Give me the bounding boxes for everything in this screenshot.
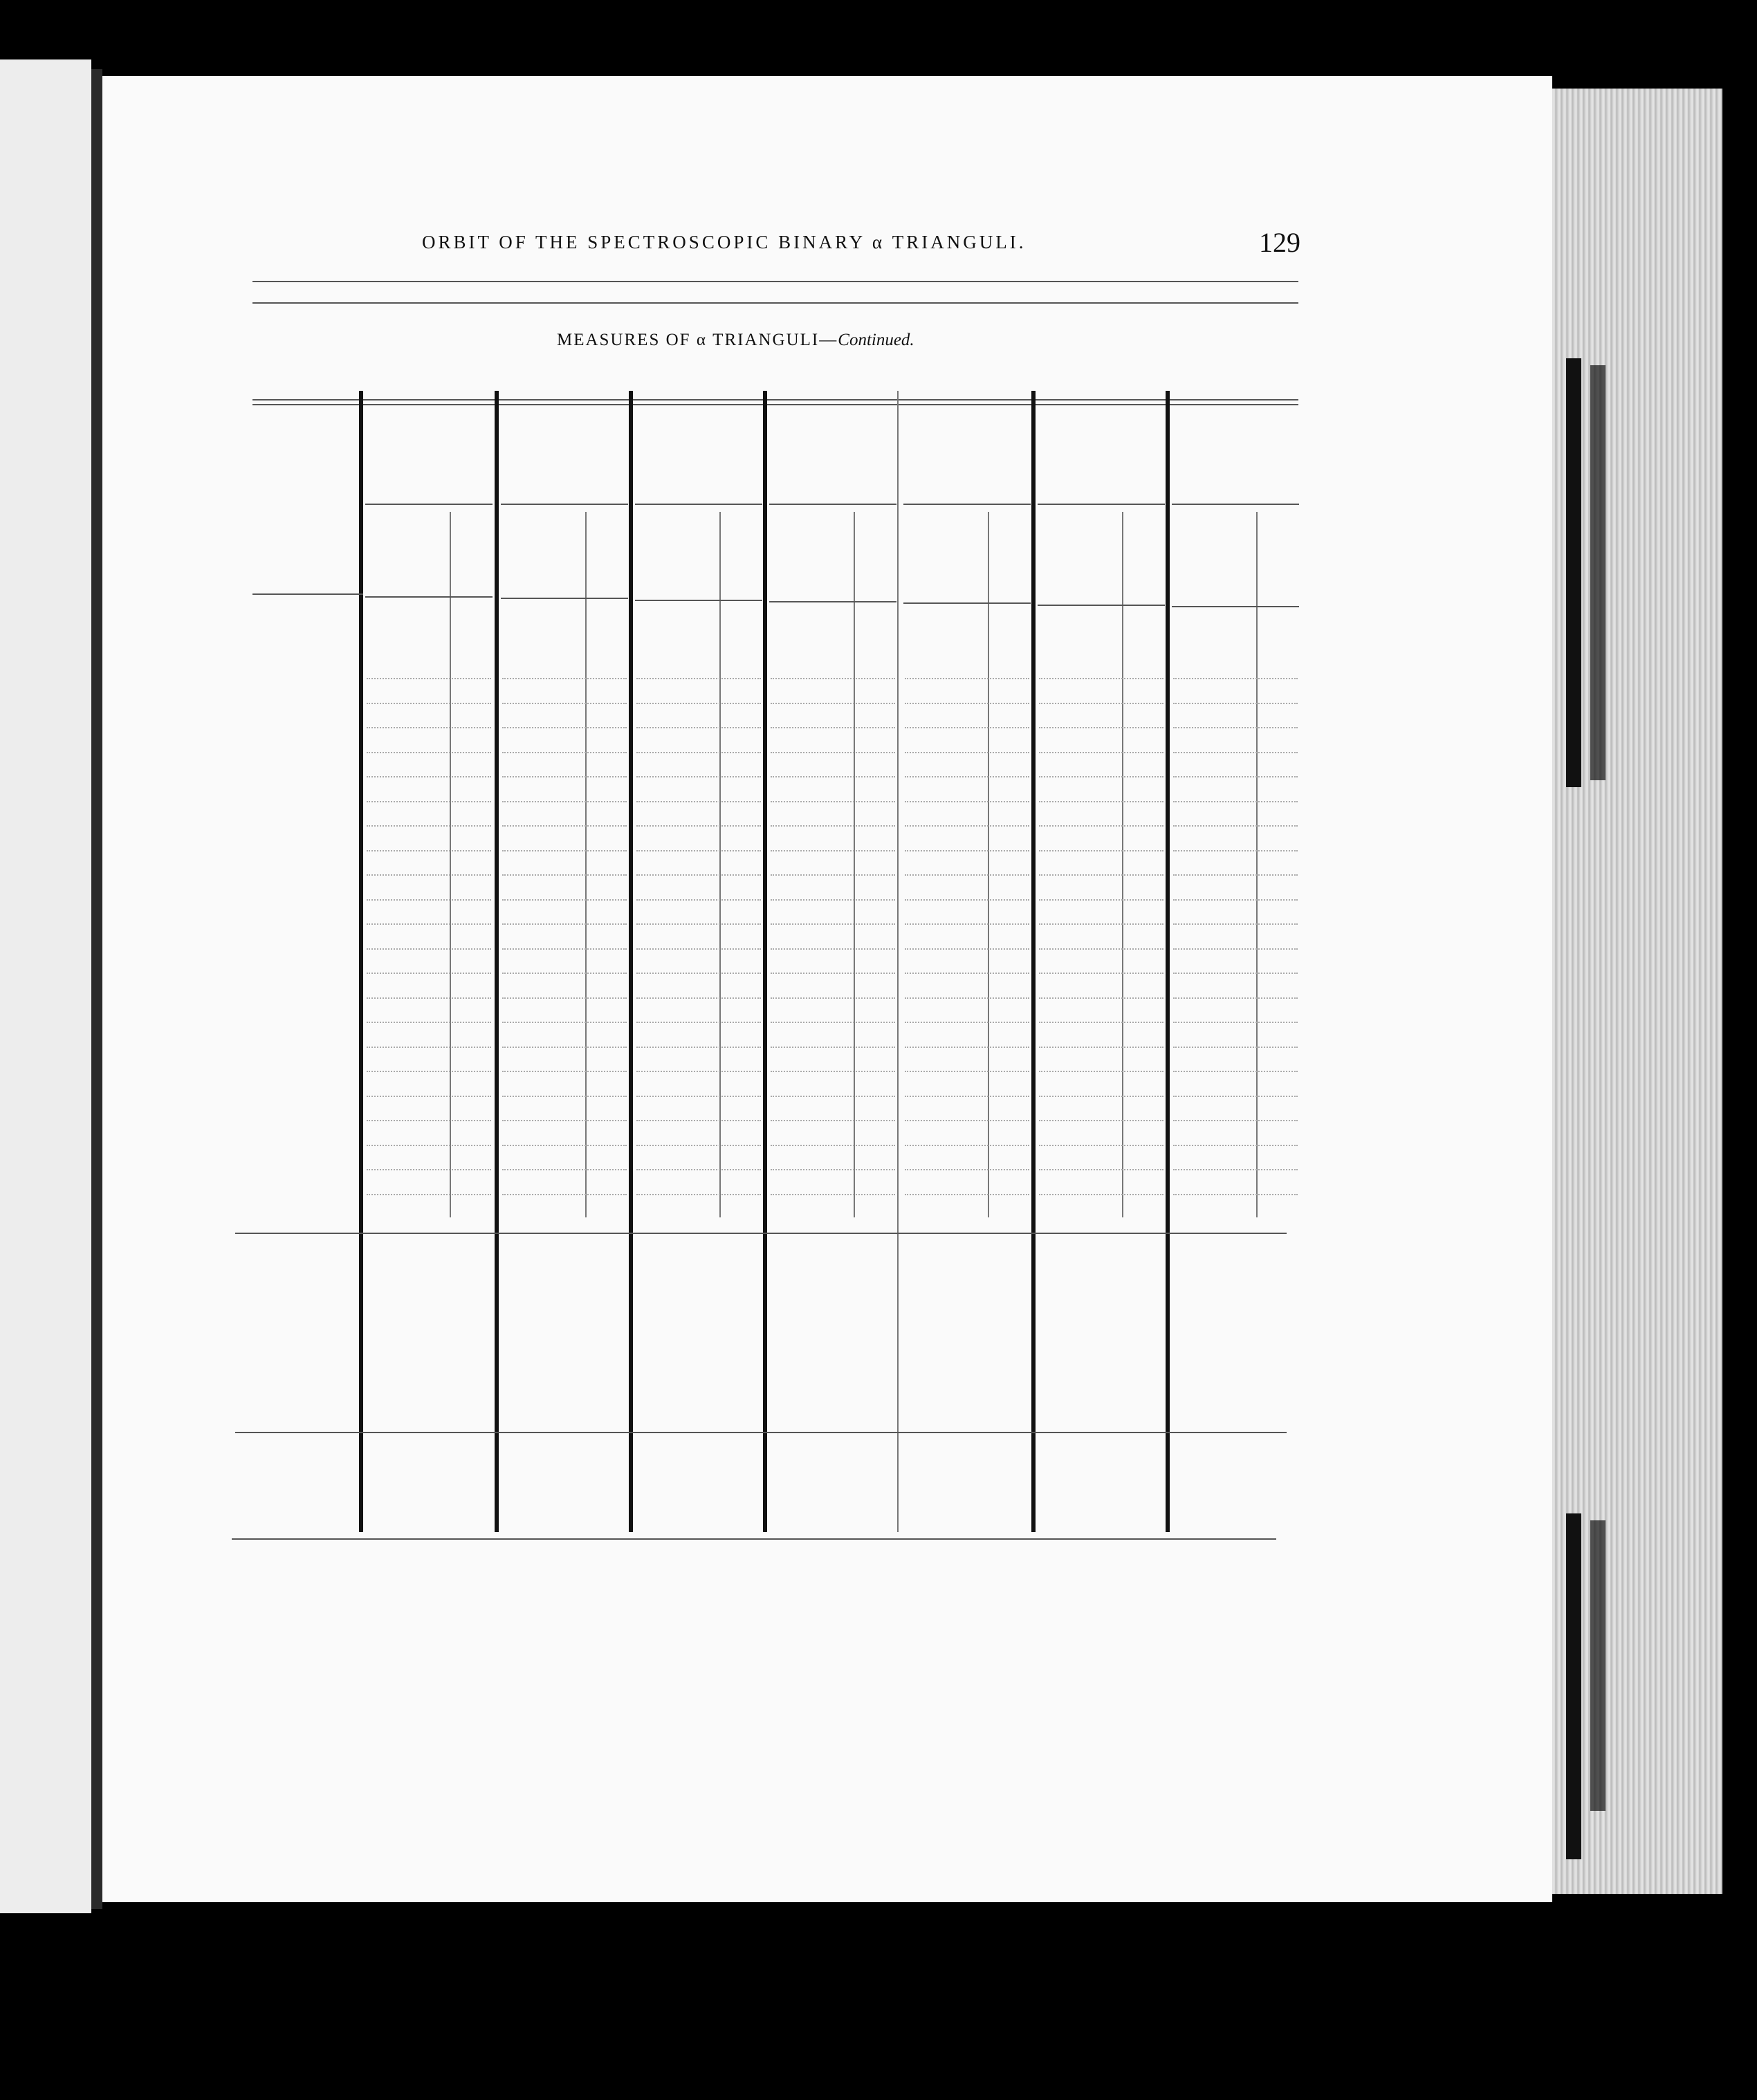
row-leader bbox=[771, 997, 895, 999]
row-leader bbox=[771, 752, 895, 753]
table-bottom-rule bbox=[232, 1538, 1276, 1540]
row-leader bbox=[636, 727, 761, 728]
row-leader bbox=[1173, 948, 1298, 950]
edge-stamp bbox=[1566, 358, 1581, 787]
row-leader bbox=[367, 923, 491, 925]
row-leader bbox=[1173, 1022, 1298, 1023]
row-leader bbox=[636, 1022, 761, 1023]
row-leader bbox=[636, 973, 761, 974]
row-leader bbox=[367, 973, 491, 974]
column-divider bbox=[1031, 391, 1036, 1532]
header-bottom-rule bbox=[769, 601, 896, 602]
row-leader bbox=[905, 727, 1029, 728]
row-leader bbox=[1039, 1169, 1163, 1170]
row-leader bbox=[1039, 948, 1163, 950]
row-leader bbox=[502, 948, 627, 950]
row-leader bbox=[905, 948, 1029, 950]
row-leader bbox=[905, 1022, 1029, 1023]
row-leader bbox=[1039, 1145, 1163, 1146]
row-leader bbox=[771, 703, 895, 704]
row-leader bbox=[367, 825, 491, 827]
row-leader bbox=[502, 1022, 627, 1023]
row-leader bbox=[905, 752, 1029, 753]
row-leader bbox=[367, 874, 491, 876]
row-leader bbox=[367, 948, 491, 950]
row-leader bbox=[1173, 973, 1298, 974]
row-leader bbox=[771, 850, 895, 851]
row-leader bbox=[771, 1022, 895, 1023]
row-leader bbox=[1039, 1120, 1163, 1121]
row-leader bbox=[636, 1169, 761, 1170]
row-leader bbox=[905, 997, 1029, 999]
row-leader bbox=[367, 1096, 491, 1097]
row-leader bbox=[1039, 997, 1163, 999]
row-leader bbox=[636, 703, 761, 704]
page-number: 129 bbox=[1259, 227, 1300, 258]
row-leader bbox=[367, 1194, 491, 1195]
book-page bbox=[102, 76, 1552, 1902]
row-leader bbox=[905, 825, 1029, 827]
row-leader bbox=[367, 1145, 491, 1146]
row-leader bbox=[502, 1096, 627, 1097]
running-title: ORBIT OF THE SPECTROSCOPIC BINARY α TRIANGULI. bbox=[422, 232, 1027, 252]
row-leader bbox=[771, 1169, 895, 1170]
row-leader bbox=[905, 1169, 1029, 1170]
row-leader bbox=[1039, 801, 1163, 802]
row-leader bbox=[905, 1047, 1029, 1048]
row-leader bbox=[1039, 727, 1163, 728]
row-leader bbox=[636, 874, 761, 876]
table-top-rule bbox=[252, 404, 1298, 405]
vel-wt-divider bbox=[988, 512, 989, 1217]
row-leader bbox=[771, 678, 895, 679]
row-leader bbox=[1039, 899, 1163, 901]
row-leader bbox=[1039, 1047, 1163, 1048]
row-leader bbox=[502, 727, 627, 728]
row-leader bbox=[636, 1145, 761, 1146]
column-divider bbox=[897, 391, 899, 1532]
row-leader bbox=[367, 727, 491, 728]
row-leader bbox=[502, 801, 627, 802]
row-leader bbox=[502, 874, 627, 876]
row-leader bbox=[1039, 703, 1163, 704]
row-leader bbox=[636, 923, 761, 925]
row-leader bbox=[771, 973, 895, 974]
row-leader bbox=[1039, 1096, 1163, 1097]
left-page-edge bbox=[0, 59, 91, 1913]
row-leader bbox=[636, 850, 761, 851]
row-leader bbox=[771, 1047, 895, 1048]
row-leader bbox=[502, 850, 627, 851]
row-leader bbox=[771, 825, 895, 827]
row-leader bbox=[502, 1194, 627, 1195]
row-leader bbox=[636, 1047, 761, 1048]
row-leader bbox=[1173, 1145, 1298, 1146]
row-leader bbox=[636, 1120, 761, 1121]
row-leader bbox=[502, 1071, 627, 1072]
row-leader bbox=[502, 1120, 627, 1121]
row-leader bbox=[1173, 1071, 1298, 1072]
row-leader bbox=[771, 874, 895, 876]
row-leader bbox=[905, 1071, 1029, 1072]
row-leader bbox=[905, 874, 1029, 876]
vel-wt-divider bbox=[1122, 512, 1123, 1217]
row-leader bbox=[636, 948, 761, 950]
vel-wt-divider bbox=[450, 512, 451, 1217]
row-leader bbox=[502, 678, 627, 679]
row-leader bbox=[771, 801, 895, 802]
row-leader bbox=[502, 776, 627, 777]
row-leader bbox=[1039, 973, 1163, 974]
row-leader bbox=[1039, 1071, 1163, 1072]
row-leader bbox=[502, 752, 627, 753]
table-title bbox=[557, 331, 914, 350]
row-leader bbox=[771, 899, 895, 901]
row-leader bbox=[502, 1169, 627, 1170]
row-leader bbox=[771, 1071, 895, 1072]
header-bottom-rule bbox=[365, 596, 493, 598]
row-leader bbox=[771, 727, 895, 728]
row-leader bbox=[771, 1194, 895, 1195]
row-leader bbox=[636, 1071, 761, 1072]
subheader-rule bbox=[635, 504, 762, 505]
row-leader bbox=[905, 899, 1029, 901]
row-leader bbox=[502, 1047, 627, 1048]
row-leader bbox=[502, 703, 627, 704]
page-header bbox=[422, 227, 1307, 266]
vel-wt-divider bbox=[1256, 512, 1258, 1217]
subheader-rule bbox=[903, 504, 1031, 505]
table-top-rule bbox=[252, 399, 1298, 400]
column-divider bbox=[495, 391, 499, 1532]
row-leader bbox=[1173, 1096, 1298, 1097]
vel-wt-divider bbox=[719, 512, 721, 1217]
row-leader bbox=[367, 801, 491, 802]
row-leader bbox=[367, 678, 491, 679]
row-leader bbox=[771, 948, 895, 950]
header-rule bbox=[252, 593, 363, 595]
row-leader bbox=[636, 997, 761, 999]
row-leader bbox=[1173, 1047, 1298, 1048]
header-bottom-rule bbox=[1172, 606, 1299, 607]
row-leader bbox=[502, 1145, 627, 1146]
header-rule bbox=[252, 302, 1298, 304]
edge-stamp bbox=[1566, 1513, 1581, 1859]
row-leader bbox=[905, 678, 1029, 679]
body-bottom-rule bbox=[235, 1233, 1287, 1234]
header-bottom-rule bbox=[1038, 605, 1165, 606]
edge-stamp bbox=[1590, 365, 1606, 780]
row-leader bbox=[1173, 678, 1298, 679]
row-leader bbox=[905, 923, 1029, 925]
row-leader bbox=[636, 899, 761, 901]
row-leader bbox=[367, 850, 491, 851]
row-leader bbox=[1173, 801, 1298, 802]
row-leader bbox=[1039, 874, 1163, 876]
row-leader bbox=[367, 1022, 491, 1023]
row-leader bbox=[1039, 923, 1163, 925]
row-leader bbox=[1173, 874, 1298, 876]
row-leader bbox=[771, 1096, 895, 1097]
page-edge-stack bbox=[1552, 89, 1722, 1894]
header-bottom-rule bbox=[635, 600, 762, 601]
book-gutter bbox=[91, 69, 102, 1909]
column-divider bbox=[629, 391, 633, 1532]
header-bottom-rule bbox=[903, 602, 1031, 604]
row-leader bbox=[636, 776, 761, 777]
row-leader bbox=[1039, 850, 1163, 851]
row-leader bbox=[1173, 850, 1298, 851]
row-leader bbox=[905, 776, 1029, 777]
row-leader bbox=[1173, 1194, 1298, 1195]
row-leader bbox=[502, 923, 627, 925]
row-leader bbox=[1039, 678, 1163, 679]
row-leader bbox=[1039, 1022, 1163, 1023]
row-leader bbox=[1173, 825, 1298, 827]
vel-wt-divider bbox=[854, 512, 855, 1217]
row-leader bbox=[905, 1120, 1029, 1121]
row-leader bbox=[502, 997, 627, 999]
row-leader bbox=[367, 776, 491, 777]
row-leader bbox=[905, 973, 1029, 974]
table-title-main: MEASURES OF α TRIANGULI— bbox=[557, 331, 838, 349]
row-leader bbox=[367, 752, 491, 753]
row-leader bbox=[1039, 752, 1163, 753]
row-leader bbox=[502, 899, 627, 901]
row-leader bbox=[905, 703, 1029, 704]
header-bottom-rule bbox=[501, 598, 628, 599]
header-rule bbox=[252, 281, 1298, 282]
row-leader bbox=[636, 801, 761, 802]
row-leader bbox=[1173, 703, 1298, 704]
row-leader bbox=[367, 997, 491, 999]
row-leader bbox=[636, 1194, 761, 1195]
column-divider bbox=[1166, 391, 1170, 1532]
row-leader bbox=[636, 825, 761, 827]
row-leader bbox=[636, 752, 761, 753]
row-leader bbox=[367, 1047, 491, 1048]
row-leader bbox=[905, 1194, 1029, 1195]
subheader-rule bbox=[1038, 504, 1165, 505]
subheader-rule bbox=[1172, 504, 1299, 505]
row-leader bbox=[1173, 776, 1298, 777]
row-leader bbox=[1173, 923, 1298, 925]
row-leader bbox=[905, 801, 1029, 802]
row-leader bbox=[1039, 776, 1163, 777]
row-leader bbox=[636, 678, 761, 679]
row-leader bbox=[905, 1096, 1029, 1097]
row-leader bbox=[771, 776, 895, 777]
row-leader bbox=[1173, 899, 1298, 901]
column-divider bbox=[359, 391, 363, 1532]
row-leader bbox=[367, 1071, 491, 1072]
vel-wt-divider bbox=[585, 512, 587, 1217]
row-leader bbox=[1173, 1120, 1298, 1121]
row-leader bbox=[1039, 1194, 1163, 1195]
edge-stamp bbox=[1590, 1520, 1606, 1811]
subheader-rule bbox=[501, 504, 628, 505]
summary-bottom-rule bbox=[235, 1432, 1287, 1433]
row-leader bbox=[502, 973, 627, 974]
subheader-rule bbox=[365, 504, 493, 505]
row-leader bbox=[905, 850, 1029, 851]
row-leader bbox=[636, 1096, 761, 1097]
row-leader bbox=[771, 923, 895, 925]
row-leader bbox=[502, 825, 627, 827]
row-leader bbox=[905, 1145, 1029, 1146]
row-leader bbox=[1039, 825, 1163, 827]
row-leader bbox=[367, 899, 491, 901]
row-leader bbox=[367, 703, 491, 704]
row-leader bbox=[1173, 1169, 1298, 1170]
row-leader bbox=[367, 1169, 491, 1170]
row-leader bbox=[1173, 727, 1298, 728]
subheader-rule bbox=[769, 504, 896, 505]
row-leader bbox=[367, 1120, 491, 1121]
row-leader bbox=[1173, 997, 1298, 999]
table-title-continued: Continued. bbox=[838, 331, 914, 349]
column-divider bbox=[763, 391, 767, 1532]
row-leader bbox=[771, 1145, 895, 1146]
row-leader bbox=[1173, 752, 1298, 753]
row-leader bbox=[771, 1120, 895, 1121]
